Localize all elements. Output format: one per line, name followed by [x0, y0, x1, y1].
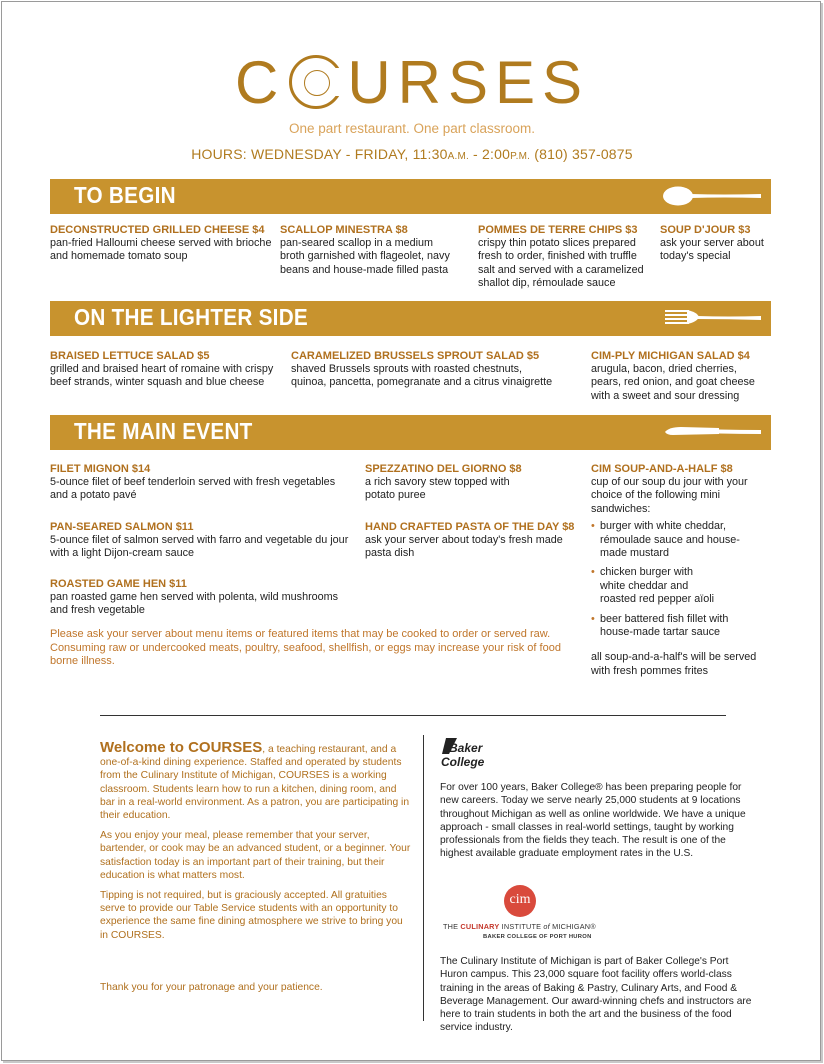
item-description: shaved Brussels sprouts with roasted chestnuts, quinoa, pancetta, pomegranate and a citrus vinaigrette — [291, 363, 553, 389]
item-description: pan-fried Halloumi cheese served with brioche and homemade tomato soup — [50, 237, 272, 263]
menu-item — [591, 463, 757, 678]
menu-item — [50, 224, 275, 264]
baker-logo-line1: Baker — [449, 741, 483, 755]
welcome-paragraph — [100, 741, 412, 822]
item-description: pan-seared scallop in a medium broth garnished with flageolet, navy beans and house-made filled pasta — [280, 237, 450, 276]
fork-icon — [663, 305, 763, 331]
menu-item — [280, 224, 460, 277]
divider — [423, 735, 424, 1021]
item-name: SOUP D'JOUR $3 — [660, 224, 751, 236]
courses-logo — [0, 48, 824, 118]
item-description: arugula, bacon, dried cherries, pears, red onion, and goat cheese with a sweet and sour dressing — [591, 363, 755, 402]
menu-item — [478, 224, 650, 291]
menu-item — [365, 521, 585, 561]
item-description: ask your server about today's special — [660, 237, 764, 263]
hours-am: A.M. — [447, 151, 469, 162]
cim-logo-badge: cim — [504, 885, 536, 917]
hours-text: HOURS: WEDNESDAY - FRIDAY, 11:30 — [191, 146, 448, 162]
welcome-text: , a teaching restaurant, and a one-of-a-kind dining experience. Staffed and operated by students from the Culinary Institute of Michigan, COURSES is a working classroom. Students learn how to run a kitchen, dining room, and bar in a real-world environment. As a patron, you are participating in their education. — [100, 744, 410, 822]
logo-letter-c: C — [234, 49, 286, 116]
welcome-paragraph: As you enjoy your meal, please remember that your server, bartender, or cook may be an advanced student, or a beginner. Your satisfaction today is an important part of their training, but their education is what matters most. — [100, 830, 411, 881]
hours-end: - 2:00 — [468, 146, 511, 162]
item-description: pan roasted game hen served with polenta, wild mushrooms and fresh vegetable — [50, 591, 339, 617]
list-item: • chicken burger with white cheddar and roasted red pepper aïoli — [591, 566, 720, 606]
food-safety-disclaimer: Please ask your server about menu items or featured items that may be cooked to order or served raw. Consuming raw or undercooked meats, poultry, seafood, shellfish, or eggs may increase your risk of food borne illness. — [50, 628, 561, 667]
item-name: ROASTED GAME HEN $11 — [50, 578, 187, 590]
cim-logo-text: THE CULINARY INSTITUTE of MICHIGAN® — [443, 922, 596, 931]
item-description: cup of our soup du jour with your choice of the following mini sandwiches: — [591, 476, 748, 515]
baker-logo-line2: College — [441, 755, 485, 769]
welcome-paragraph: Tipping is not required, but is graciously accepted. All gratuities serve to provide our Table Service students with an opportunity to experience the same fine dining atmosphere we strive to bring you in COURSES. — [100, 890, 403, 941]
menu-item — [50, 350, 280, 390]
cim-subtitle: BAKER COLLEGE OF PORT HURON — [483, 934, 592, 940]
list-item: • burger with white cheddar, rémoulade sauce and house-made mustard — [591, 520, 741, 560]
item-name: PAN-SEARED SALMON $11 — [50, 521, 194, 533]
item-description: a rich savory stew topped with potato puree — [365, 476, 510, 502]
tagline: One part restaurant. One part classroom. — [288, 121, 536, 136]
menu-item — [50, 521, 355, 561]
section-band-main-event — [50, 415, 771, 450]
thank-you-note: Thank you for your patronage and your patience. — [100, 982, 323, 993]
item-description: ask your server about today's fresh made pasta dish — [365, 534, 563, 560]
divider — [100, 715, 726, 716]
sandwich-list — [591, 520, 741, 639]
item-name: SPEZZATINO DEL GIORNO $8 — [365, 463, 522, 475]
item-description: crispy thin potato slices prepared fresh to order, finished with truffle salt and served with a caramelized shallot dip, rémoulade sauce — [478, 237, 644, 290]
item-name: CARAMELIZED BRUSSELS SPROUT SALAD $5 — [291, 350, 540, 362]
menu-item — [660, 224, 772, 264]
item-name: FILET MIGNON $14 — [50, 463, 151, 475]
spoon-icon — [663, 183, 763, 209]
phone-number: (810) 357-0875 — [530, 146, 633, 162]
item-name: HAND CRAFTED PASTA OF THE DAY $8 — [365, 521, 575, 533]
section-title: TO BEGIN — [74, 182, 176, 208]
item-name: POMMES DE TERRE CHIPS $3 — [478, 224, 638, 236]
item-description: 5-ounce filet of salmon served with farro and vegetable du jour with a light Dijon-cream sauce — [50, 534, 349, 560]
menu-item — [50, 578, 350, 618]
knife-icon — [663, 419, 763, 445]
hours-line — [0, 146, 824, 162]
section-title: THE MAIN EVENT — [74, 418, 253, 444]
welcome-heading: Welcome to COURSES — [100, 739, 263, 756]
cim-text-e: MICHIGAN — [549, 922, 591, 931]
cim-text-d: of — [543, 922, 550, 931]
cim-text-c: INSTITUTE — [499, 922, 544, 931]
baker-college-logo — [440, 736, 500, 772]
baker-college-description: For over 100 years, Baker College® has been preparing people for new careers. Today we serve nearly 25,000 students at 9 locations throughout Michigan as well as online worldwide. We have a unique approach - small classes in real-world settings, taught by working professionals from the fields they teach. The result is one of the highest available graduate employment rates in the U.S. — [440, 782, 746, 860]
item-name: SCALLOP MINESTRA $8 — [280, 224, 408, 236]
logo-letters-urses: URSES — [347, 49, 590, 116]
welcome-block — [100, 741, 412, 949]
section-title: ON THE LIGHTER SIDE — [74, 304, 308, 330]
item-name: BRAISED LETTUCE SALAD $5 — [50, 350, 210, 362]
list-item: • beer battered fish fillet with house-made tartar sauce — [591, 613, 740, 640]
menu-item — [365, 463, 525, 503]
menu-item — [50, 463, 350, 503]
baker-college-logo-mark — [440, 736, 500, 772]
section-band-to-begin — [50, 179, 771, 214]
item-description: 5-ounce filet of beef tenderloin served with fresh vegetables and a potato pavé — [50, 476, 336, 502]
cim-text-a: THE — [443, 922, 461, 931]
section-band-lighter-side — [50, 301, 771, 336]
cim-text-b: CULINARY — [460, 922, 500, 931]
hours-pm: P.M. — [510, 151, 531, 162]
item-name: CIM SOUP-AND-A-HALF $8 — [591, 463, 733, 475]
item-name: DECONSTRUCTED GRILLED CHEESE $4 — [50, 224, 265, 236]
item-description: grilled and braised heart of romaine with crispy beef strands, winter squash and blue cheese — [50, 363, 274, 389]
cim-description: The Culinary Institute of Michigan is part of Baker College's Port Huron campus. This 23,000 square foot facility offers world-class training in the areas of Baking & Pastry, Culinary Arts, and Food & Beverage Management. Our award-winning chefs and instructors are here to train students in both the art and the business of the food service industry. — [440, 956, 752, 1034]
item-name: CIM-PLY MICHIGAN SALAD $4 — [591, 350, 750, 362]
menu-item — [291, 350, 556, 390]
soup-note: all soup-and-a-half's will be served with fresh pommes frites — [591, 651, 757, 677]
menu-item — [591, 350, 766, 403]
plate-icon — [289, 55, 343, 109]
